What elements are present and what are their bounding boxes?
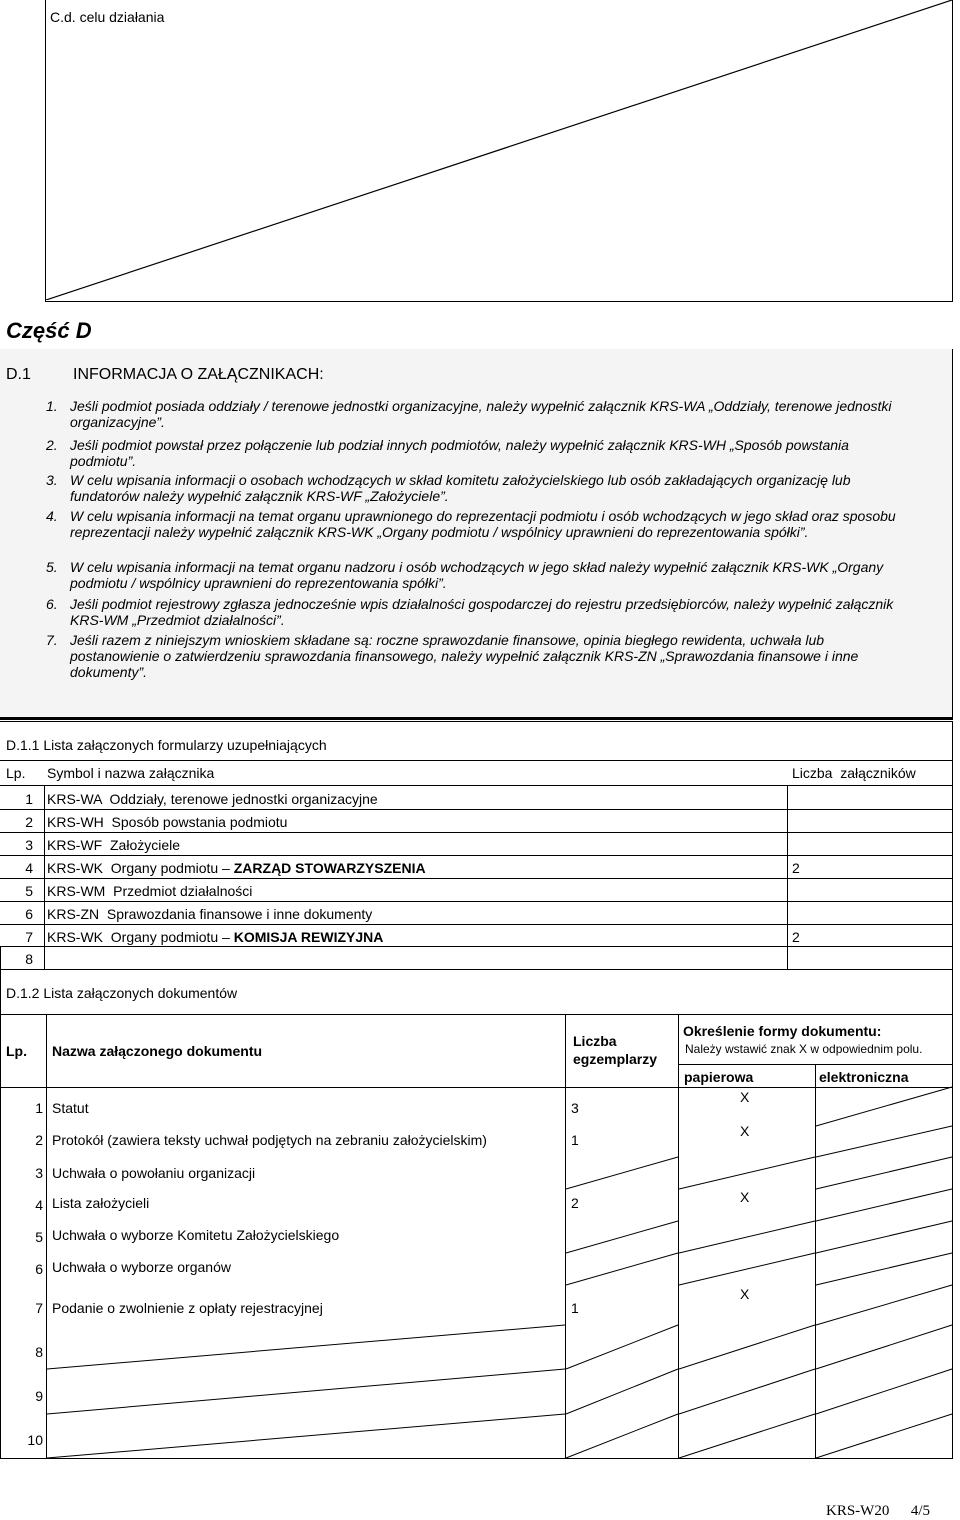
- d12-header-qty-line2: egzemplarzy: [573, 1051, 658, 1067]
- row-count[interactable]: 2: [792, 929, 800, 945]
- d1-title: INFORMACJA O ZAŁĄCZNIKACH:: [73, 366, 324, 383]
- row-qty[interactable]: 1: [571, 1132, 579, 1148]
- row-lp: 4: [25, 860, 33, 876]
- d12-title: D.1.2 Lista załączonych dokumentów: [6, 985, 238, 1001]
- row-lp: 1: [25, 791, 33, 807]
- row-lp: 3: [35, 1165, 43, 1181]
- row-name: Uchwała o wyborze organów: [52, 1259, 231, 1275]
- d12-header-form-title: Określenie formy dokumentu:: [683, 1023, 882, 1039]
- section-c-title: C.d. celu działania: [50, 9, 165, 25]
- row-paper-mark[interactable]: X: [740, 1286, 750, 1302]
- row-lp: 5: [35, 1229, 43, 1245]
- row-qty[interactable]: 1: [571, 1300, 579, 1316]
- d12-header-lp: Lp.: [6, 1043, 27, 1059]
- row-name: Lista założycieli: [52, 1195, 150, 1211]
- page-footer: [826, 1503, 930, 1520]
- d12-header-paper: papierowa: [684, 1069, 754, 1085]
- instruction-text: Jeśli podmiot posiada oddziały / terenowe jednostki organizacyjne, należy wypełnić załącznik KRS-WA „Oddziały, terenowe jednostki organizacyjne”.: [70, 398, 892, 430]
- d12-header-name: Nazwa załączonego dokumentu: [52, 1043, 263, 1059]
- row-name: Statut: [52, 1100, 89, 1116]
- d12-header-electronic: elektroniczna: [819, 1069, 909, 1085]
- row-lp: 7: [35, 1300, 43, 1316]
- form-code: KRS-W20: [826, 1503, 890, 1519]
- row-count[interactable]: 2: [792, 860, 800, 876]
- d11-header-count: Liczba załączników: [792, 765, 916, 781]
- row-symbol-text: KRS-WK Organy podmiotu –: [47, 860, 234, 876]
- row-symbol-bold: KOMISJA REWIZYJNA: [233, 929, 384, 945]
- d12-header-form-note: Należy wstawić znak X w odpowiednim polu.: [685, 1042, 923, 1056]
- row-paper-mark[interactable]: X: [740, 1089, 750, 1105]
- row-lp: 1: [35, 1100, 43, 1116]
- instruction-text: Jeśli podmiot rejestrowy zgłasza jednocześnie wpis działalności gospodarczej do rejestru przedsiębiorców, należy wypełnić załącznik KRS-WM „Przedmiot działalności”.: [70, 596, 894, 628]
- instruction-number: 2.: [46, 437, 58, 453]
- row-lp: 6: [35, 1261, 43, 1277]
- row-paper-mark[interactable]: X: [740, 1189, 750, 1205]
- row-name: Uchwała o wyborze Komitetu Założycielskiego: [52, 1227, 340, 1243]
- row-name: Podanie o zwolnienie z opłaty rejestracyjnej: [52, 1300, 323, 1316]
- row-symbol: KRS-WA Oddziały, terenowe jednostki organizacyjne: [47, 791, 378, 807]
- instruction-number: 3.: [46, 472, 58, 488]
- row-lp: 7: [25, 929, 33, 945]
- instruction-text: Jeśli podmiot powstał przez połączenie lub podział innych podmiotów, należy wypełnić załącznik KRS-WH „Sposób powstania podmiotu”.: [70, 437, 849, 469]
- row-lp: 9: [35, 1388, 43, 1404]
- row-qty[interactable]: 3: [571, 1100, 579, 1116]
- instruction-number: 4.: [46, 508, 58, 524]
- row-name: Protokół (zawiera teksty uchwał podjętych na zebraniu założycielskim): [52, 1132, 487, 1148]
- instruction-text: Jeśli razem z niniejszym wnioskiem składane są: roczne sprawozdanie finansowe, opinia biegłego rewidenta, uchwała lub postanowienie o zatwierdzeniu sprawozdania finansowego, należy wypełnić załącznik KRS-ZN „Sprawozdania finansowe i inne dokumenty”.: [70, 632, 859, 680]
- row-lp: 2: [35, 1132, 43, 1148]
- row-lp: 10: [27, 1432, 43, 1448]
- d11-title: D.1.1 Lista załączonych formularzy uzupełniających: [6, 737, 327, 753]
- row-name: Uchwała o powołaniu organizacji: [52, 1165, 256, 1181]
- part-d-heading: Część D: [6, 318, 92, 343]
- instruction-number: 1.: [46, 398, 58, 414]
- instruction-number: 5.: [46, 559, 58, 575]
- instruction-number: 7.: [46, 632, 58, 648]
- row-lp: 5: [25, 883, 33, 899]
- row-symbol-text: KRS-WK Organy podmiotu –: [47, 929, 234, 945]
- row-symbol-bold: ZARZĄD STOWARZYSZENIA: [233, 860, 426, 876]
- instruction-text: W celu wpisania informacji na temat organu uprawnionego do reprezentacji podmiotu i osób wchodzących w jego skład oraz sposobu reprezentacji należy wypełnić załącznik KRS-WK „Organy podmiotu / wspólnicy uprawnieni do reprezentowania spółki”.: [70, 508, 896, 540]
- row-lp: 2: [25, 814, 33, 830]
- instruction-text: W celu wpisania informacji na temat organu nadzoru i osób wchodzących w jego skład należy wypełnić załącznik KRS-WK „Organy podmiotu / wspólnicy uprawnieni do reprezentowania spółki”.: [70, 559, 884, 591]
- d12-header-qty-line1: Liczba: [573, 1033, 617, 1049]
- instruction-text: W celu wpisania informacji o osobach wchodzących w skład komitetu założycielskiego lub osób zakładających organizację lub fundatorów należy wypełnić załącznik KRS-WF „Założyciele”.: [70, 472, 851, 504]
- row-symbol: KRS-ZN Sprawozdania finansowe i inne dokumenty: [47, 906, 373, 922]
- row-symbol: KRS-WF Założyciele: [47, 837, 181, 853]
- d11-header-lp: Lp.: [6, 765, 26, 781]
- row-symbol: KRS-WH Sposób powstania podmiotu: [47, 814, 288, 830]
- instruction-number: 6.: [46, 596, 58, 612]
- row-paper-mark[interactable]: X: [740, 1123, 750, 1139]
- row-lp: 3: [25, 837, 33, 853]
- row-lp: 4: [35, 1197, 43, 1213]
- row-lp: 8: [25, 951, 33, 967]
- row-lp: 8: [35, 1344, 43, 1360]
- page-number: 4/5: [910, 1503, 931, 1519]
- row-symbol: KRS-WM Przedmiot działalności: [47, 883, 253, 899]
- row-qty[interactable]: 2: [571, 1195, 579, 1211]
- d11-header-symbol: Symbol i nazwa załącznika: [47, 765, 215, 781]
- row-lp: 6: [25, 906, 33, 922]
- d1-number: D.1: [6, 366, 31, 383]
